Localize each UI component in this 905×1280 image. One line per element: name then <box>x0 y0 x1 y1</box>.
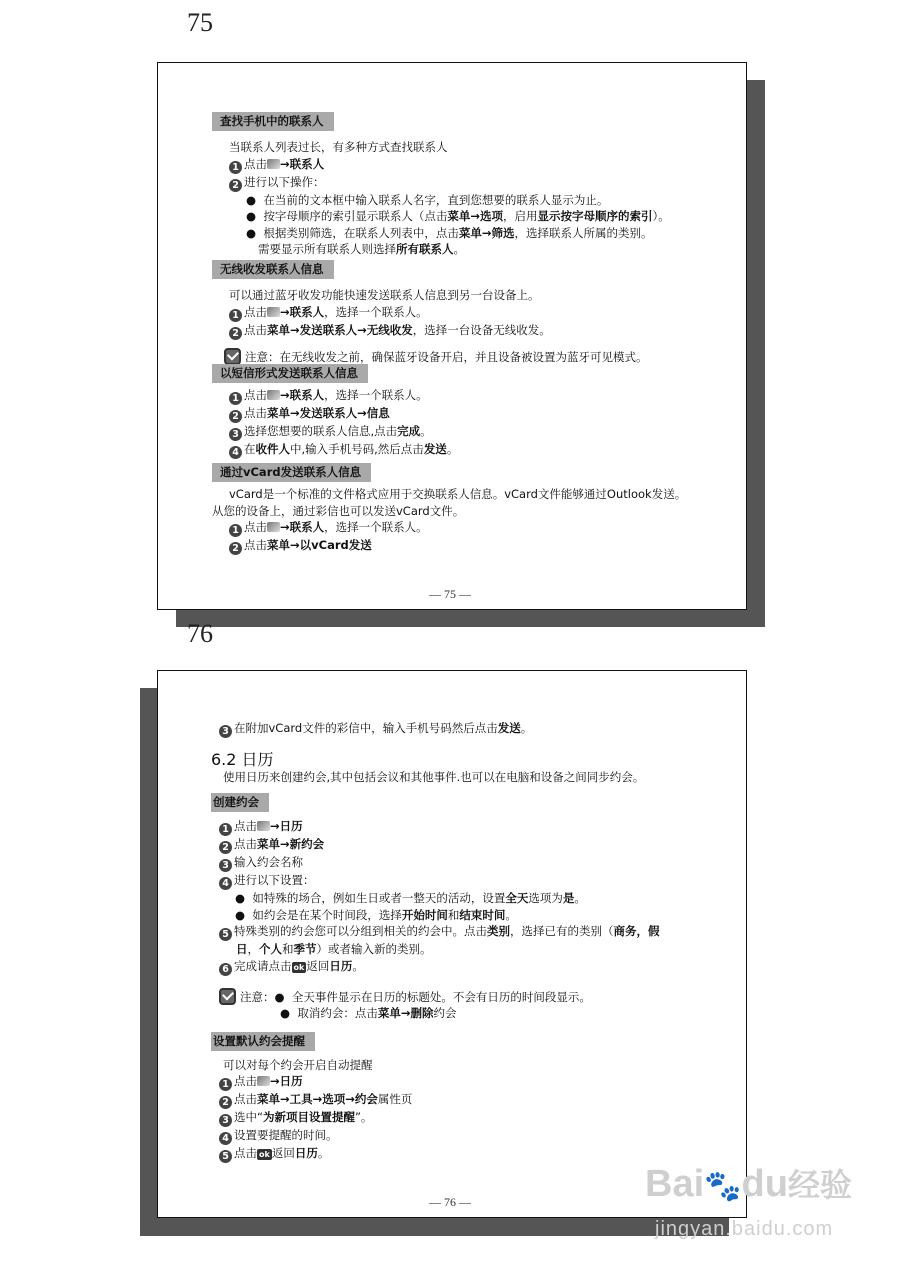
step-6: 6 完成请点击 ok 返回日历。 <box>211 958 731 976</box>
note-2: ● 取消约会：点击菜单→删除约会 <box>280 1006 457 1020</box>
bullet-1: ● 如特殊的场合，例如生日或者一整天的活动，设置全天选项为是。 <box>235 891 586 905</box>
section-header: 通过vCard发送联系人信息 <box>212 463 371 482</box>
section-find-contacts <box>212 112 732 258</box>
section-header: 以短信形式发送联系人信息 <box>212 364 368 383</box>
bullet-3-cont: 需要显示所有联系人则选择所有联系人。 <box>258 242 465 256</box>
paw-icon: 🐾 <box>704 1170 742 1203</box>
step-3: 3 选择您想要的联系人信息,点击完成。 <box>212 423 732 441</box>
note-1: 注意：● 全天事件显示在日历的标题处。不会有日历的时间段显示。 <box>211 988 731 1006</box>
section-sms <box>212 364 732 459</box>
intro-text: 可以对每个约会开启自动提醒 <box>223 1057 373 1072</box>
start-menu-icon <box>257 1076 270 1086</box>
note: 注意：在无线收发之前，确保蓝牙设备开启，并且设备被设置为蓝牙可见模式。 <box>212 348 732 366</box>
bullet-1: ● 在当前的文本框中输入联系人名字，直到您想要的联系人显示为止。 <box>246 192 609 207</box>
step-2: 2 点击菜单→发送联系人→信息 <box>212 405 732 423</box>
page-number-75: 75 <box>187 8 213 37</box>
step-1: 1 点击 →联系人，选择一个联系人。 <box>212 304 732 322</box>
step-2: 2 点击菜单→发送联系人→无线收发，选择一台设备无线收发。 <box>212 322 732 340</box>
watermark-logo: Bai🐾du经验 <box>645 1163 852 1205</box>
watermark-url: jingyan.baidu.com <box>655 1218 834 1240</box>
step-3: 3 选中“为新项目设置提醒”。 <box>211 1109 731 1127</box>
bullet-3: ● 根据类别筛选，在联系人列表中，点击菜单→筛选，选择联系人所属的类别。 <box>246 225 653 240</box>
section-header: 无线收发联系人信息 <box>212 260 334 279</box>
step-5: 5 点击 ok 返回日历。 <box>211 1145 731 1163</box>
ok-key-icon: ok <box>293 962 305 972</box>
step-4: 4 在收件人中,输入手机号码,然后点击发送。 <box>212 441 732 459</box>
start-menu-icon <box>267 159 280 169</box>
section-header: 设置默认约会提醒 <box>211 1032 315 1051</box>
step-1: 1 点击 →联系人，选择一个联系人。 <box>212 387 732 405</box>
intro-text: vCard是一个标准的文件格式应用于交换联系人信息。vCard文件能够通过Outlook发送。 <box>229 487 687 501</box>
step-2: 2 点击菜单→以vCard发送 <box>212 537 732 555</box>
section-vcard <box>212 463 732 555</box>
intro-text: 当联系人列表过长，有多种方式查找联系人 <box>229 140 448 154</box>
page-footer-75: — 75 — <box>429 587 471 601</box>
ok-key-icon: ok <box>259 1150 270 1159</box>
step-1: 1 点击 →日历 <box>211 1073 731 1091</box>
step-3: 3 输入约会名称 <box>211 854 731 872</box>
bullet-2: ● 如约会是在某个时间段，选择开始时间和结束时间。 <box>235 907 517 922</box>
step-2: 2 进行以下操作： <box>212 174 732 192</box>
bullet-2: ● 按字母顺序的索引显示联系人（点击菜单→选项，启用显示按字母顺序的索引）。 <box>246 209 670 223</box>
intro-text-2: 从您的设备上，通过彩信也可以发送vCard文件。 <box>212 503 465 518</box>
page-76-body <box>211 720 731 1163</box>
step-3-cont: 3 在附加vCard文件的彩信中，输入手机号码然后点击发送。 <box>211 720 731 738</box>
step-4: 4 设置要提醒的时间。 <box>211 1127 731 1145</box>
page-footer-76: — 76 — <box>429 1195 471 1209</box>
step-5-cont: 日，个人和季节）或者输入新的类别。 <box>236 942 432 956</box>
page-number-76: 76 <box>187 619 213 648</box>
start-menu-icon <box>267 522 280 532</box>
start-menu-icon <box>257 821 270 831</box>
note-check-icon <box>219 988 236 1005</box>
note-check-icon <box>224 348 241 365</box>
section-header: 创建约会 <box>211 793 269 812</box>
section-bluetooth <box>212 260 732 365</box>
start-menu-icon <box>267 390 280 400</box>
step-1: 1 点击 →联系人，选择一个联系人。 <box>212 519 732 537</box>
step-4: 4 进行以下设置： <box>211 872 731 890</box>
step-2: 2 点击菜单→工具→选项→约会属性页 <box>211 1091 731 1109</box>
section-intro: 使用日历来创建约会,其中包括会议和其他事件.也可以在电脑和设备之间同步约会。 <box>223 769 645 784</box>
section-title: 6.2 日历 <box>211 750 274 769</box>
step-5: 5 特殊类别的约会您可以分组到相关的约会中。点击类别，选择已有的类别（商务，假 <box>211 923 731 941</box>
step-1: 1 点击 →日历 <box>211 818 731 836</box>
start-menu-icon <box>267 307 280 317</box>
step-1: 1 点击 →联系人 <box>212 156 732 174</box>
section-header: 查找手机中的联系人 <box>212 112 334 131</box>
intro-text: 可以通过蓝牙收发功能快速发送联系人信息到另一台设备上。 <box>229 288 540 302</box>
step-2: 2 点击菜单→新约会 <box>211 836 731 854</box>
